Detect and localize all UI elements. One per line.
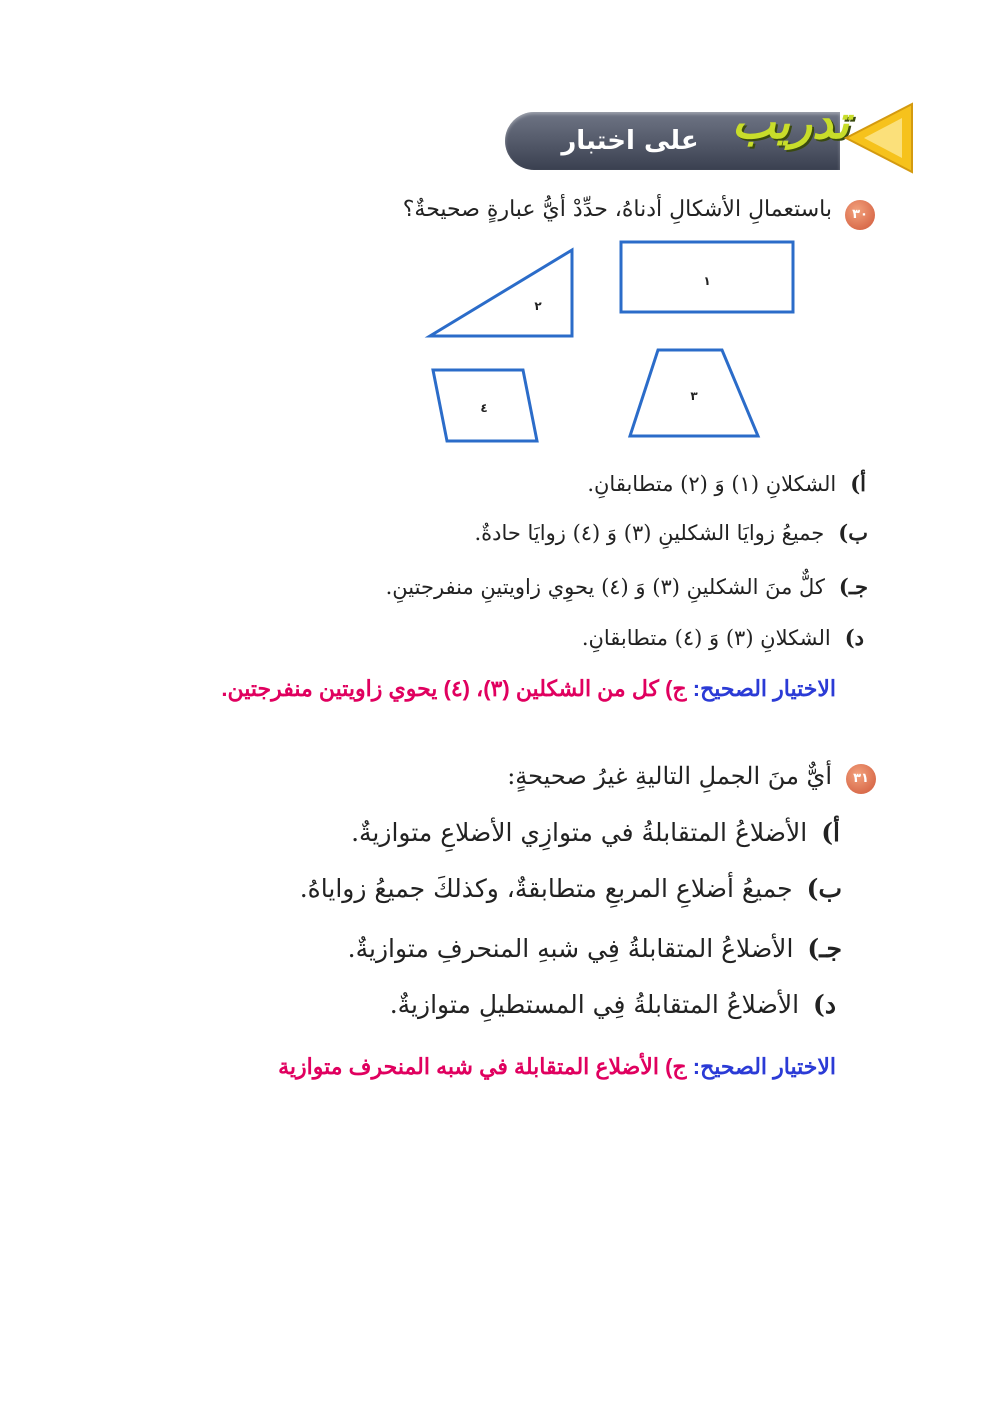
q30-option-b-letter: ب) xyxy=(838,520,868,545)
q31-option-a-text: الأضلاعُ المتقابلةُ في متوازِي الأضلاعِ متوازيةٌ. xyxy=(351,818,808,847)
q31-option-d-text: الأضلاعُ المتقابلةُ فِي المستطيلِ متوازيةٌ. xyxy=(389,990,800,1019)
shape-2-triangle xyxy=(430,250,572,336)
question-30-badge: ٣٠ xyxy=(845,200,875,230)
q30-option-a-letter: أ) xyxy=(850,471,866,496)
q31-option-a-letter: أ) xyxy=(821,818,840,847)
q30-option-c-letter: جـ) xyxy=(838,574,868,599)
header-title: تدريب xyxy=(731,95,850,149)
q31-option-b-text: جميعُ أضلاعِ المربعِ متطابقةٌ، وكذلكَ جميعُ زواياهُ. xyxy=(299,874,793,903)
q30-option-d xyxy=(582,625,864,650)
shape-4-label: ٤ xyxy=(480,401,488,415)
question-31-prompt: أيٌّ منَ الجملِ التاليةِ غيرُ صحيحةٍ: xyxy=(507,762,832,790)
q30-option-c xyxy=(386,574,868,599)
question-30-prompt: باستعمالِ الأشكالِ أدناهُ، حدِّدْ أيُّ عبارةٍ صحيحةٌ؟ xyxy=(402,197,832,222)
q31-option-b xyxy=(300,874,842,903)
question-31-badge: ٣١ xyxy=(846,764,876,794)
q31-option-b-letter: ب) xyxy=(806,874,842,903)
header-arrow-icon xyxy=(842,100,914,176)
q31-option-c-letter: جـ) xyxy=(807,934,842,963)
q30-answer-label: الاختيار الصحيح: xyxy=(692,676,836,701)
q31-option-c-text: الأضلاعُ المتقابلةُ فِي شبهِ المنحرفِ متوازيةٌ. xyxy=(347,934,794,963)
q30-answer-letter: ج) xyxy=(665,676,687,701)
q30-option-d-text: الشكلانِ (٣) وَ (٤) متطابقانِ. xyxy=(581,626,831,650)
q31-answer xyxy=(278,1054,836,1080)
q30-answer xyxy=(221,676,836,702)
q30-option-d-letter: د) xyxy=(844,625,864,650)
q31-option-a xyxy=(351,818,840,847)
shapes-diagram xyxy=(420,236,810,446)
shape-3-label: ٣ xyxy=(690,389,698,403)
q31-answer-text: الأضلاع المتقابلة في شبه المنحرف متوازية xyxy=(278,1054,659,1079)
q30-option-b xyxy=(474,520,868,545)
shape-1-label: ١ xyxy=(703,274,711,288)
q30-option-c-text: كلٌّ منَ الشكلينِ (٣) وَ (٤) يحوِي زاويتينِ منفرجتينِ. xyxy=(385,575,825,599)
q31-answer-label: الاختيار الصحيح: xyxy=(692,1054,836,1079)
header-subtitle: على اختبار xyxy=(561,126,699,156)
q30-answer-text: كل من الشكلين (٣)، (٤) يحوي زاويتين منفرجتين. xyxy=(221,676,659,701)
shape-2-label: ٢ xyxy=(534,299,542,313)
q30-option-a-text: الشكلانِ (١) وَ (٢) متطابقانِ. xyxy=(587,472,837,496)
q31-option-d-letter: د) xyxy=(813,990,836,1019)
q30-option-b-text: جميعُ زوايَا الشكلينِ (٣) وَ (٤) زوايَا حادةٌ. xyxy=(474,521,825,545)
q31-option-c xyxy=(348,934,842,963)
q31-answer-letter: ج) xyxy=(665,1054,687,1079)
q30-option-a xyxy=(587,471,866,496)
q31-option-d xyxy=(390,990,836,1019)
